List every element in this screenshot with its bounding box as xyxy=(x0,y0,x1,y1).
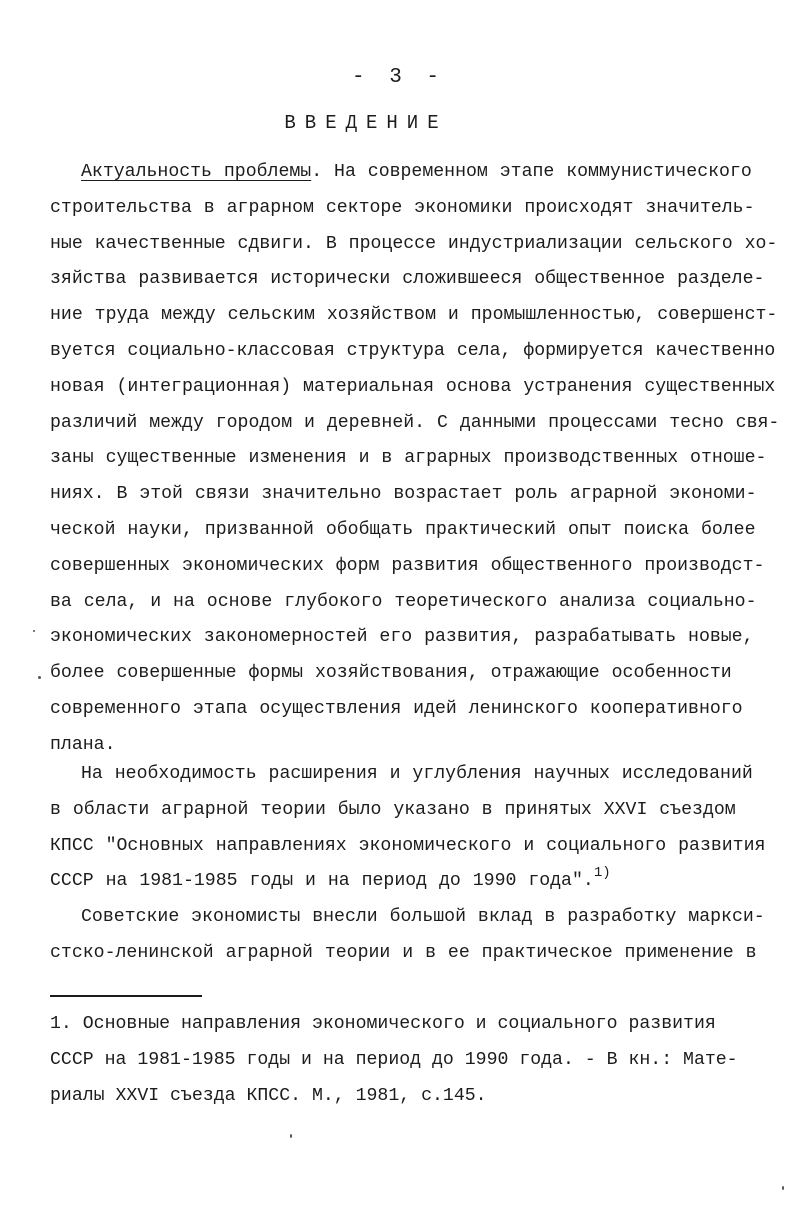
section-heading: ВВЕДЕНИЕ xyxy=(284,112,448,134)
footnote-line: 1. Основные направления экономического и социального развития xyxy=(50,1014,716,1034)
scan-speck xyxy=(290,1134,292,1138)
paragraph-line: КПСС "Основных направлениях экономического и социального развития xyxy=(50,835,766,856)
scan-speck xyxy=(38,676,41,679)
paragraph-line: строительства в аграрном секторе экономики происходят значитель- xyxy=(50,197,755,218)
paragraph-line: зяйства развивается исторически сложившееся общественное разделе- xyxy=(50,269,765,290)
paragraph-line: плана. xyxy=(50,734,116,755)
footnote-reference: 1) xyxy=(593,865,611,882)
paragraph-soviet-economists xyxy=(50,900,768,972)
page-number: - 3 - xyxy=(351,66,445,89)
paragraph-necessity xyxy=(50,757,768,900)
paragraph-line: ние труда между сельским хозяйством и промышленностью, совершенст- xyxy=(50,305,778,326)
scan-speck xyxy=(33,630,35,632)
paragraph-line: экономических закономерностей его развития, разрабатывать новые, xyxy=(50,627,754,648)
paragraph-line: ческой науки, призванной обобщать практический опыт поиска более xyxy=(50,519,756,540)
paragraph-line: Советские экономисты внесли большой вклад в разработку маркси- xyxy=(81,907,765,927)
paragraph-line xyxy=(50,864,768,900)
paragraph-line: стско-ленинской аграрной теории и в ее практическое применение в xyxy=(50,942,757,963)
line-text: СССР на 1981-1985 годы и на период до 1990 года". xyxy=(50,871,594,892)
paragraph-line: ные качественные сдвиги. В процессе индустриализации сельского хо- xyxy=(50,233,778,254)
footnote-line: риалы XXVI съезда КПСС. М., 1981, с.145. xyxy=(50,1085,487,1106)
lead-rest: . На современном этапе коммунистического xyxy=(311,162,752,182)
footnote-line: СССР на 1981-1985 годы и на период до 1990 года. - В кн.: Мате- xyxy=(50,1049,738,1070)
paragraph-line: совершенных экономических форм развития общественного производст- xyxy=(50,555,765,576)
paragraph-line: На необходимость расширения и углубления научных исследований xyxy=(81,764,753,784)
footnote-divider xyxy=(50,995,202,997)
scan-speck xyxy=(782,1186,784,1190)
paragraph-line: более совершенные формы хозяйствования, отражающие особенности xyxy=(50,663,732,684)
paragraph-line: различий между городом и деревней. С данными процессами тесно свя- xyxy=(50,412,780,433)
footnote xyxy=(50,1006,768,1113)
paragraph-line: заны существенные изменения и в аграрных производственных отноше- xyxy=(50,448,767,469)
paragraph-line: ва села, и на основе глубокого теоретического анализа социально- xyxy=(50,591,757,612)
paragraph-line: ниях. В этой связи значительно возрастает роль аграрной экономи- xyxy=(50,484,757,505)
paragraph-relevance xyxy=(50,155,780,764)
underlined-lead: Актуальность проблемы xyxy=(81,162,312,182)
paragraph-line: вуется социально-классовая структура села, формируется качественно xyxy=(50,340,776,361)
paragraph-line: в области аграрной теории было указано в принятых XXVI съездом xyxy=(50,799,736,820)
paragraph-line: новая (интеграционная) материальная основа устранения существенных xyxy=(50,376,776,397)
paragraph-line: современного этапа осуществления идей ленинского кооперативного xyxy=(50,698,743,719)
paragraph-line xyxy=(50,155,768,191)
